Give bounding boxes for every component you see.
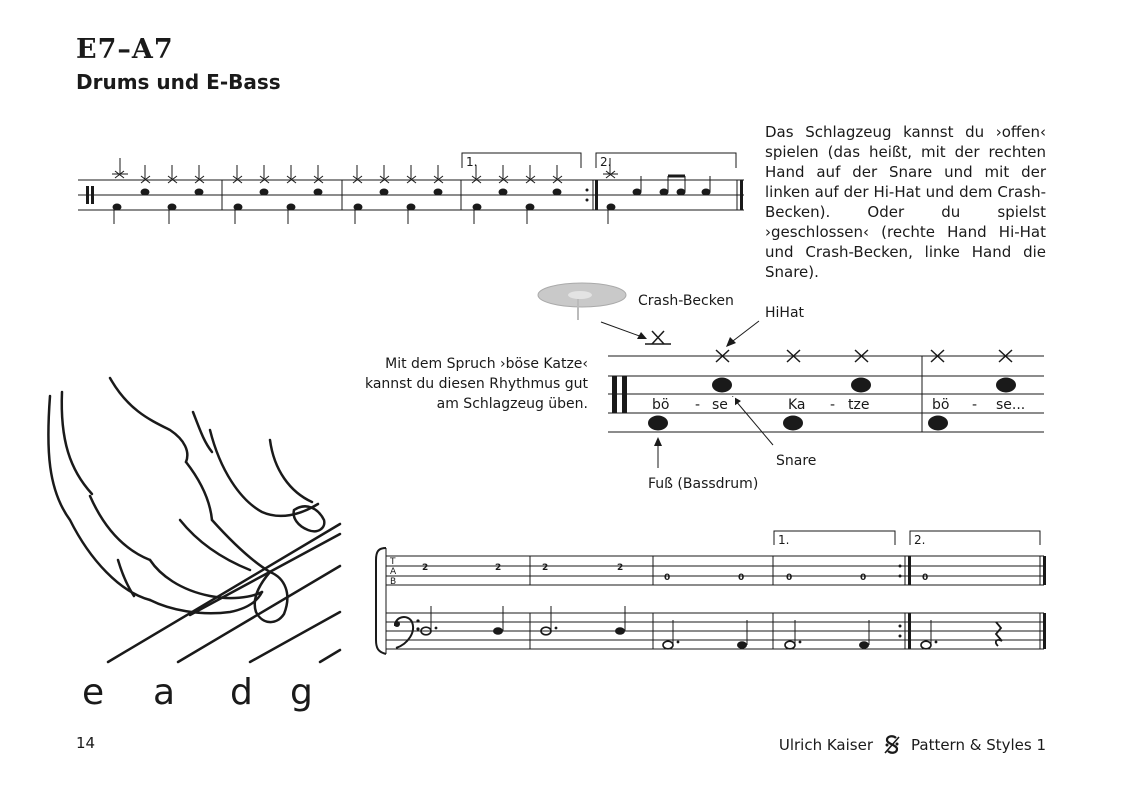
drum-measure-1 bbox=[112, 158, 204, 224]
syllable: bö bbox=[932, 397, 950, 413]
tab-number: 2 bbox=[495, 563, 502, 573]
volta-first-bass: 1. bbox=[778, 533, 790, 547]
page-subtitle: Drums und E-Bass bbox=[76, 70, 281, 94]
label-hihat: HiHat bbox=[765, 305, 805, 321]
tab-number: 2 bbox=[422, 563, 429, 573]
syllable: se bbox=[712, 397, 728, 413]
syllable-hyphen: - bbox=[830, 397, 836, 413]
page-title: E7–A7 bbox=[76, 34, 174, 65]
tuning-letter: e bbox=[82, 672, 105, 713]
crash-cymbal-icon bbox=[538, 283, 626, 320]
page-number: 14 bbox=[76, 734, 96, 752]
label-crash: Crash-Becken bbox=[638, 293, 734, 309]
drum-measure-5 bbox=[603, 158, 710, 224]
syllable-hyphen: - bbox=[972, 397, 978, 413]
footer-series: Pattern & Styles 1 bbox=[911, 736, 1046, 754]
bass-hand-illustration bbox=[48, 378, 340, 662]
tab-number: 0 bbox=[860, 573, 867, 583]
tab-number: 0 bbox=[786, 573, 793, 583]
footer-author: Ulrich Kaiser bbox=[778, 736, 873, 754]
tab-clef-letter: A bbox=[390, 567, 397, 577]
footer-credit bbox=[779, 734, 1046, 756]
tuning-letter: g bbox=[290, 672, 313, 713]
drum-score-top bbox=[78, 153, 744, 224]
syllable: se... bbox=[996, 397, 1026, 413]
tab-number: 2 bbox=[542, 563, 549, 573]
tab-clef-letter: T bbox=[390, 557, 396, 567]
segno-logo-icon bbox=[883, 734, 901, 756]
tab-number: 2 bbox=[617, 563, 624, 573]
tab-number: 0 bbox=[664, 573, 671, 583]
tuning-letter: d bbox=[230, 672, 253, 713]
tab-number: 0 bbox=[738, 573, 745, 583]
syllable-hyphen: - bbox=[695, 397, 701, 413]
tab-number: 0 bbox=[922, 573, 929, 583]
volta-first-top: 1. bbox=[466, 155, 478, 169]
tuning-letter: a bbox=[153, 672, 176, 713]
bass-system bbox=[376, 531, 1046, 654]
label-snare: Snare bbox=[776, 453, 817, 469]
volta-second-top: 2. bbox=[600, 155, 612, 169]
volta-second-bass: 2. bbox=[914, 533, 926, 547]
label-foot: Fuß (Bassdrum) bbox=[648, 476, 759, 492]
syllable: Ka bbox=[788, 397, 806, 413]
syllable: tze bbox=[848, 397, 870, 413]
tab-clef-letter: B bbox=[390, 577, 397, 587]
motto-paragraph: Mit dem Spruch ›böse Katze‹ kannst du diesen Rhythmus gut am Schlagzeug üben. bbox=[364, 356, 588, 412]
intro-paragraph: Das Schlagzeug kannst du ›offen‹ spielen (das heißt, mit der rechten Hand auf der Snare und mit der linken auf der Hi-Hat und dem Crash-Becken). Oder du spielst ›geschlossen‹ (rechte Hand Hi-Hat und Crash-Becken, linke Hand die Snare). bbox=[765, 123, 1046, 281]
syllable: bö bbox=[652, 397, 670, 413]
